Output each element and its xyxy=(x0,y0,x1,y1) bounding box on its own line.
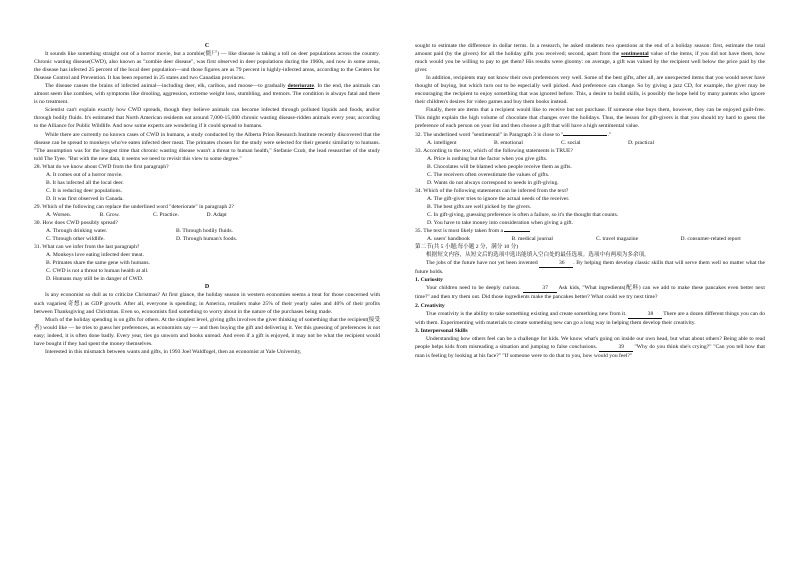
question-31: 31. What can we infer from the last paragraph? xyxy=(34,244,140,251)
question-32-options xyxy=(415,139,765,147)
question-30-options-row-1 xyxy=(34,227,380,235)
question-31-option-b: B. Primates share the same gene with humans. xyxy=(46,260,150,267)
text-segment: sought to estimate the difference in dollar terms. In a research, he asked students two questions at the end of a holiday season: first, estimate the total amount paid (by the givers) for all the holiday gifts you received; second, apart from the xyxy=(415,43,765,58)
text-segment: . In the end, the animals can almost seem like zombies, with symptoms like drooling, aggression, extreme weight loss, stumbling, and tremors. The condition is always fatal and there is no treatment. xyxy=(34,83,380,106)
question-30-option-a: A. Through drinking water. xyxy=(46,228,108,235)
underlined-word-sentimental: sentimental xyxy=(621,51,649,58)
question-35-option-c: C. travel magazine xyxy=(596,236,639,243)
question-28-option-c: C. It is reducing deer populations. xyxy=(46,187,122,194)
subheading-curiosity: 1. Curiosity xyxy=(415,277,443,284)
section-instructions: 根据短文内容，从短文后的选项中选出能填入空白处的最佳选项。选项中有两项为多余项。 xyxy=(426,252,650,259)
answer-blank[interactable] xyxy=(504,231,530,232)
text-segment: "Why do you think she's crying?" "Can you tell how that man is feeling by looking at his face?" "If someone were to do that to you, how would you feel?" xyxy=(415,343,765,359)
question-33-option-c: C. The receivers often overestimate the values of gifts. xyxy=(427,171,550,178)
answer-blank[interactable] xyxy=(563,135,607,136)
question-34-option-b: B. The best gifts are well picked by the givers. xyxy=(427,203,532,210)
question-32-option-a: A. intelligent xyxy=(427,139,457,146)
question-29-options xyxy=(34,211,380,219)
question-33-option-b: B. Chocolates will be blamed when people receive them as gifts. xyxy=(427,163,572,170)
question-32-text: 32. The underlined word "sentimental" in Paragraph 3 is close to " xyxy=(415,131,564,138)
question-35-option-a: A. users' handbook xyxy=(427,236,470,243)
subheading-creativity: 2. Creativity xyxy=(415,302,445,309)
question-35-option-b: B. medical journal xyxy=(511,236,553,243)
question-33-option-a: A. Price is nothing but the factor when you give gifts. xyxy=(427,155,548,162)
text-segment: Ask kids, "What ingredients(配料) can we add to make these pancakes even better next time?" and then try them out. Did those ingredients make the pancakes better? What could we try next time? xyxy=(415,285,765,301)
right-column xyxy=(415,42,765,360)
question-32-option-c: C. social xyxy=(561,139,581,146)
section-heading: 第二节(共 5 小题;每小题 2 分，满分 10 分) xyxy=(415,244,519,251)
question-33: 33. According to the text, which of the following statements is TRUE? xyxy=(415,147,573,154)
passage-c-paragraph-4: While there are currently no known cases of CWD in humans, a study conducted by the Alberta Prion Research Institute recently discovered that the disease can be spread to monkeys who've eaten infected deer meat. The primates chosen for the study were selected for their genetic similarity to humans. "The assumption was for the longest time that chronic wasting disease wasn't a threat to human health," Stefanie Czub, the lead researcher of the study told The Tyee. "But with the new data, it seems we need to revisit this view to some degree." xyxy=(34,131,380,162)
question-35-option-d: D. consumer-related report xyxy=(680,236,741,243)
question-31-option-c: C. CWD is not a threat to human health at all. xyxy=(46,268,149,275)
creativity-paragraph xyxy=(415,310,765,327)
text-segment: . By helping them develop classic skills that will serve them well no matter what the future holds. xyxy=(415,260,766,276)
passage-d-paragraph-5: Finally, there are items that a recipient would like to receive but not purchase. If someone else buys them, however, they can be enjoyed guilt-free. This might explain the high volume of chocolate that changes over the holidays. Thus, the lesson for gift-givers is that you should try hard to guess the preference of each person on your list and then choose a gift that will have a high sentimental value. xyxy=(415,107,765,130)
blank-37[interactable]: 37 xyxy=(523,284,557,293)
text-segment: Your children need to be deeply curious. xyxy=(426,285,523,292)
question-33-option-d: D. Wants do not always correspond to needs in gift-giving. xyxy=(427,179,559,186)
question-28-option-d: D. It was first observed in Canada. xyxy=(46,195,124,202)
text-segment: True creativity is the ability to take something existing and create something new from it. xyxy=(426,310,628,317)
underlined-word-deteriorate: deteriorate xyxy=(287,83,315,90)
blank-38[interactable]: 38 xyxy=(628,310,662,319)
passage-c-paragraph-1: It sounds like something straight out of a horror movie, but a zombie(僵尸) — like disease is taking a toll on deer populations across the country. Chronic wasting disease(CWD), also known as "zombie deer disease", was first observed in deer populations during the 1960s, and now in some areas, the disease has infected 25 percent of the local deer population—and those figures are as 79 percent in highly-infected areas, according to the Centers for Disease Control and Prevention. It has been reported in 25 states and two Canadian provinces. xyxy=(34,51,380,82)
text-segment: The disease causes the brains of infected animal—including deer, elk, caribou, and moose—to gradually xyxy=(45,83,288,90)
passage-c-heading: C xyxy=(204,43,210,49)
subheading-interpersonal-skills: 3. Interpersonal Skills xyxy=(415,327,468,334)
text-segment: The jobs of the future have not yet been invented xyxy=(426,260,540,267)
question-35-text: 35. The text is most likely taken from a xyxy=(415,228,503,235)
left-column xyxy=(34,42,380,356)
passage-d-paragraph-3-cont xyxy=(415,42,765,74)
passage-d-heading: D xyxy=(204,284,210,291)
question-34-option-a: A. The gift-giver tries to ignore the actual needs of the receiver. xyxy=(427,195,570,202)
curiosity-paragraph xyxy=(415,284,765,301)
question-35 xyxy=(415,227,765,235)
text-segment: value of the items, if you did not have them, how much would you be willing to pay to get them? His results were gloomy: on average, a gift was valued by the recipient well below the price paid by the giver. xyxy=(415,51,765,74)
question-29-option-d: D. Adapt xyxy=(206,211,227,218)
question-34-option-c: C. In gift-giving, guessing preference is often a failure, so it's the thought that counts. xyxy=(427,211,619,218)
interpersonal-paragraph xyxy=(415,335,765,360)
question-32-option-d: D. practical xyxy=(628,139,655,146)
question-31-option-d: D. Humans may still be in danger of CWD. xyxy=(46,276,144,283)
question-29-option-a: A. Worsen. xyxy=(46,211,72,218)
passage-d-paragraph-1: Is any economist so dull as to criticize Christmas? At first glance, the holiday season in western economies seems a treat for those concerned with such vagaries(奇想) as GDP growth. After all, everyone is spending; in America, retailers make 25% of their yearly sales and 40% of their profits between Thanksgiving and Christmas. Even so, economists find something to worry about in the nature of the purchases being made. xyxy=(34,292,380,315)
question-30-option-b: B. Through bodily fluids. xyxy=(176,228,233,235)
question-34: 34. Which of the following statements can be inferred from the text? xyxy=(415,187,569,194)
question-30: 30. How does CWD possibly spread? xyxy=(34,220,118,227)
question-29-option-c: C. Practice. xyxy=(153,211,179,218)
passage-d-paragraph-4: In addition, recipients may not know their own preferences very well. Some of the best gifts, after all, are unexpected items that you would never have thought of buying, but which turn out to be especially well picked. And preference can change. So by giving a jazz CD, for example, the giver may be encouraging the recipient to enjoy something that was ignored before. This, a desire to build skills, is possibly the hope held by many parents who ignore their children's desires for video games and buy them books instead. xyxy=(415,75,765,106)
question-35-options xyxy=(415,235,765,243)
question-28-option-b: B. It has infected all the local deer. xyxy=(46,179,124,186)
question-30-options-row-2 xyxy=(34,235,380,243)
passage-d-paragraph-2: Much of the holiday spending is on gifts for others. At the simplest level, giving gifts involves the giver thinking of something that the recipient(接受者) would like — he tries to guess her preferences, as economists say — and then buying the gift and delivering it. Yet this guessing of preferences is not easy; indeed, it is often done badly. Every year, ties go unworn and books unread. And even if a gift is enjoyed, it may not be what the recipient would have bought if they had spent the money themselves. xyxy=(34,316,380,347)
passage-c-paragraph-3: Scientist can't explain exactly how CWD spreads, though they believe animals can become infected through polluted liquids and foods, and/or through bodily fluids. It's estimated that North American residents eat around 7,000-15,000 chronic wasting disease-ridden animals every year, according to the Alliance for Public Wildlife. And now some experts are wondering if it could spread to humans. xyxy=(34,107,380,130)
question-29: 29. Which of the following can replace the underlined word "deteriorate" in paragraph 2? xyxy=(34,203,234,210)
cloze-intro xyxy=(415,259,765,276)
question-32 xyxy=(415,131,765,139)
question-34-option-d: D. You have to take money into consideration when giving a gift. xyxy=(427,220,574,227)
question-32-end: ." xyxy=(607,131,612,138)
question-32-option-b: B. emotional xyxy=(494,139,523,146)
blank-36[interactable]: 36 xyxy=(539,259,573,268)
question-31-option-a: A. Monkeys love eating infected deer meat. xyxy=(46,252,144,259)
question-30-option-c: C. Through other wildlife. xyxy=(46,236,105,243)
text-segment: Understanding how others feel can be a challenge for kids. We know what's going on inside our own head, but what about others? Being able to read people helps kids from misreading a situation and jumping to false conclusions. xyxy=(415,335,765,350)
text-segment: There are a dozen different things you can do with them. Experimenting with materials to create something new can go a long way in helping them develop their creativity. xyxy=(415,310,766,326)
question-29-option-b: B. Grow. xyxy=(99,211,120,218)
passage-c-paragraph-2 xyxy=(34,82,380,106)
question-30-option-d: D. Through human's foods. xyxy=(176,236,238,243)
question-28-option-a: A. It comes out of a horror movie. xyxy=(46,171,123,178)
passage-d-paragraph-3: Interested in this mismatch between wants and gifts, in 1993 Joel Waldfogel, then an economist at Yale University, xyxy=(45,348,302,355)
question-28: 28. What do we know about CWD from the first paragraph? xyxy=(34,163,169,170)
blank-39[interactable]: 39 xyxy=(599,343,633,352)
